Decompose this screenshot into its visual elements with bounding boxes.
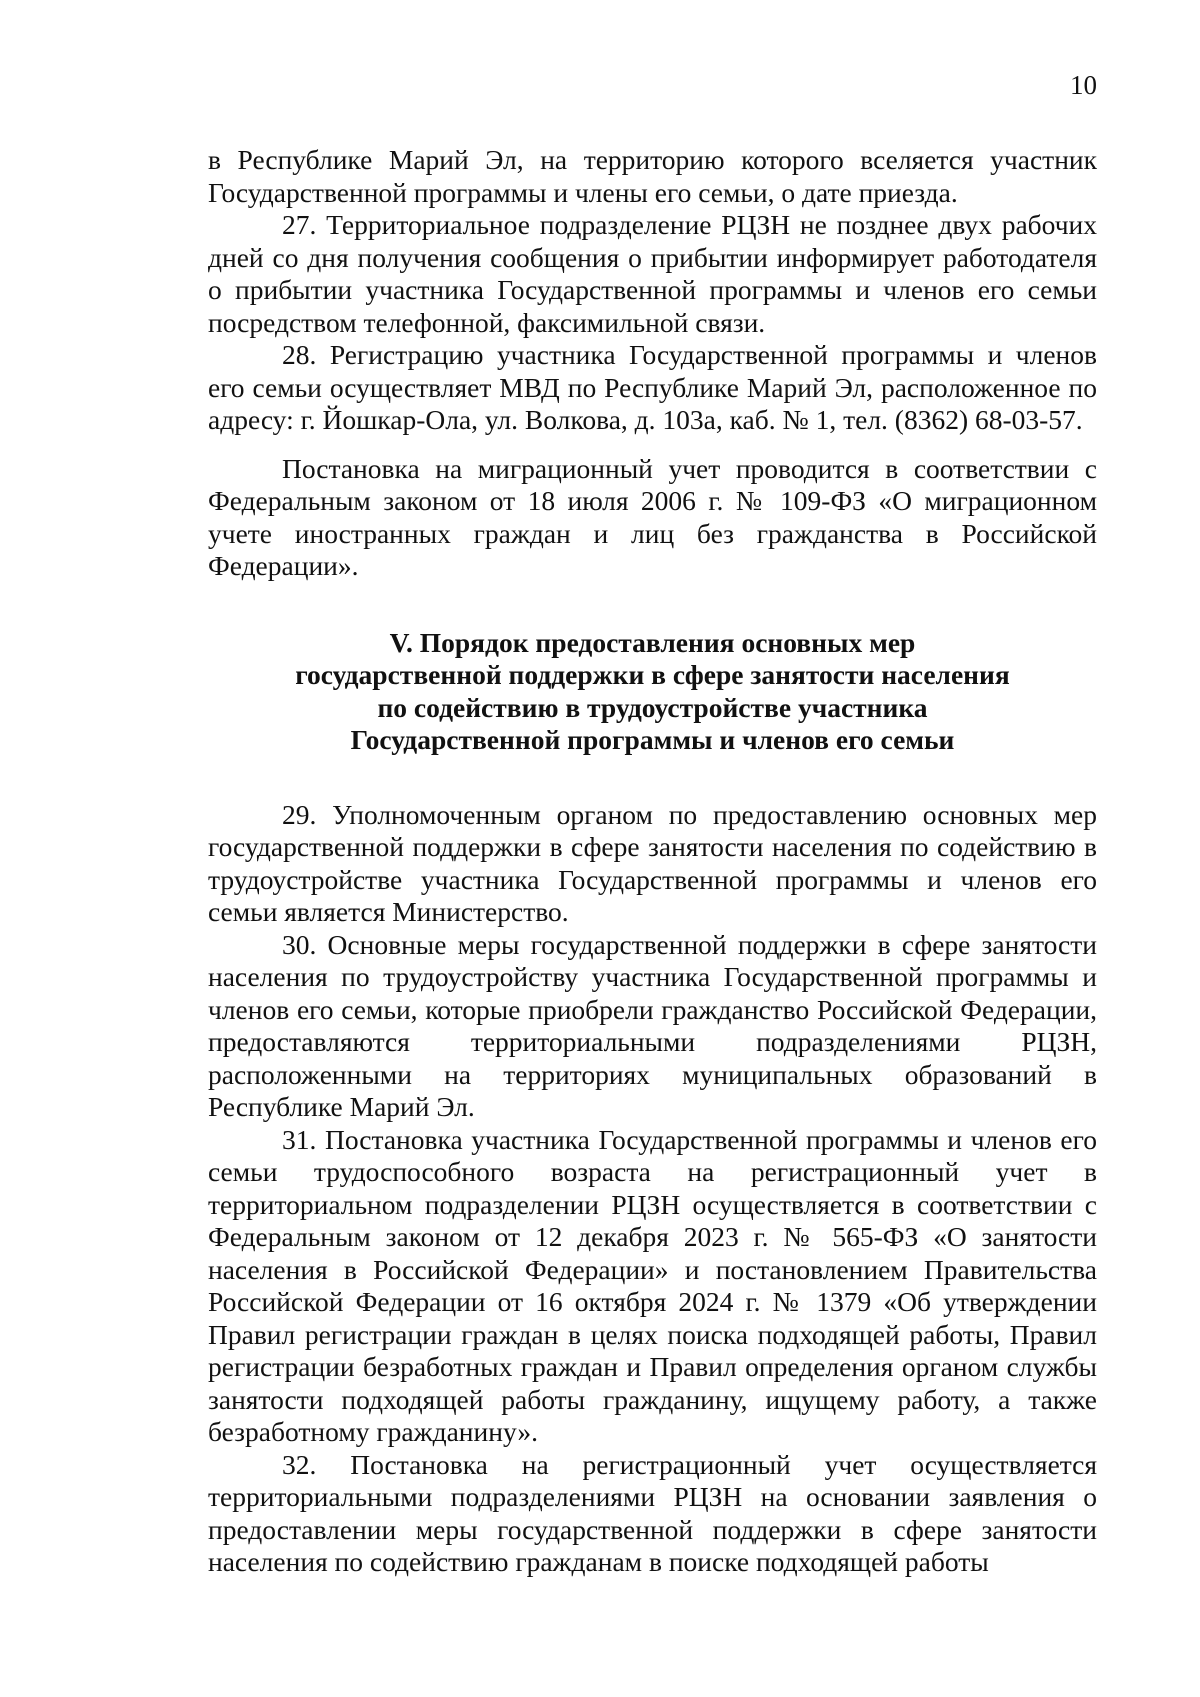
paragraph-29: 29. Уполномоченным органом по предоставлению основных мер государственной поддержки в сфере занятости населения по содействию в трудоустройстве участника Государственной программы и членов его семьи является Министерство.: [208, 798, 1097, 927]
section-heading-line: Государственной программы и членов его семьи: [350, 724, 955, 755]
paragraph-28: 28. Регистрацию участника Государственной программы и членов его семьи осуществляет МВД по Республике Марий Эл, расположенное по адресу: г. Йошкар-Ола, ул. Волкова, д. 103а, каб. № 1, тел. (8362) 68-03-57.: [208, 339, 1097, 435]
section-heading-line: государственной поддержки в сфере занятости населения: [295, 659, 1010, 690]
section-heading-line: V. Порядок предоставления основных мер: [389, 626, 916, 658]
section-heading-v: [208, 627, 1097, 757]
paragraph-continuation: в Республике Марий Эл, на территорию которого вселяется участник Государственной программы и члены его семьи, о дате приезда.: [208, 144, 1097, 208]
paragraph-32: 32. Постановка на регистрационный учет осуществляется территориальными подразделениями РЦЗН на основании заявления о предоставлении меры государственной поддержки в сфере занятости населения по содействию гражданам в поиске подходящей работы: [208, 1448, 1097, 1577]
paragraph-30: 30. Основные меры государственной поддержки в сфере занятости населения по трудоустройству участника Государственной программы и членов его семьи, которые приобрели гражданство Российской Федерации, предоставляются территориальными подразделениями РЦЗН, расположенными на территориях муниципальных образований в Республике Марий Эл.: [208, 928, 1097, 1122]
paragraph-27: 27. Территориальное подразделение РЦЗН не позднее двух рабочих дней со дня получения сообщения о прибытии информирует работодателя о прибытии участника Государственной программы и членов его семьи посредством телефонной, факсимильной связи.: [208, 209, 1097, 338]
page-number: 10: [1070, 70, 1097, 100]
paragraph-28-migration: Постановка на миграционный учет проводится в соответствии с Федеральным законом от 18 июля 2006 г. № 109-ФЗ «О миграционном учете иностранных граждан и лиц без гражданства в Российской Федерации».: [208, 452, 1097, 581]
document-body: [208, 144, 1097, 1579]
section-heading-line: по содействию в трудоустройстве участника: [377, 691, 928, 723]
paragraph-31: 31. Постановка участника Государственной программы и членов его семьи трудоспособного возраста на регистрационный учет в территориальном подразделении РЦЗН осуществляется в соответствии с Федеральным законом от 12 декабря 2023 г. № 565-ФЗ «О занятости населения в Российской Федерации» и постановлением Правительства Российской Федерации от 16 октября 2024 г. № 1379 «Об утверждении Правил регистрации граждан в целях поиска подходящей работы, Правил регистрации безработных граждан и Правил определения органом службы занятости подходящей работы гражданину, ищущему работу, а также безработному гражданину».: [208, 1123, 1097, 1447]
